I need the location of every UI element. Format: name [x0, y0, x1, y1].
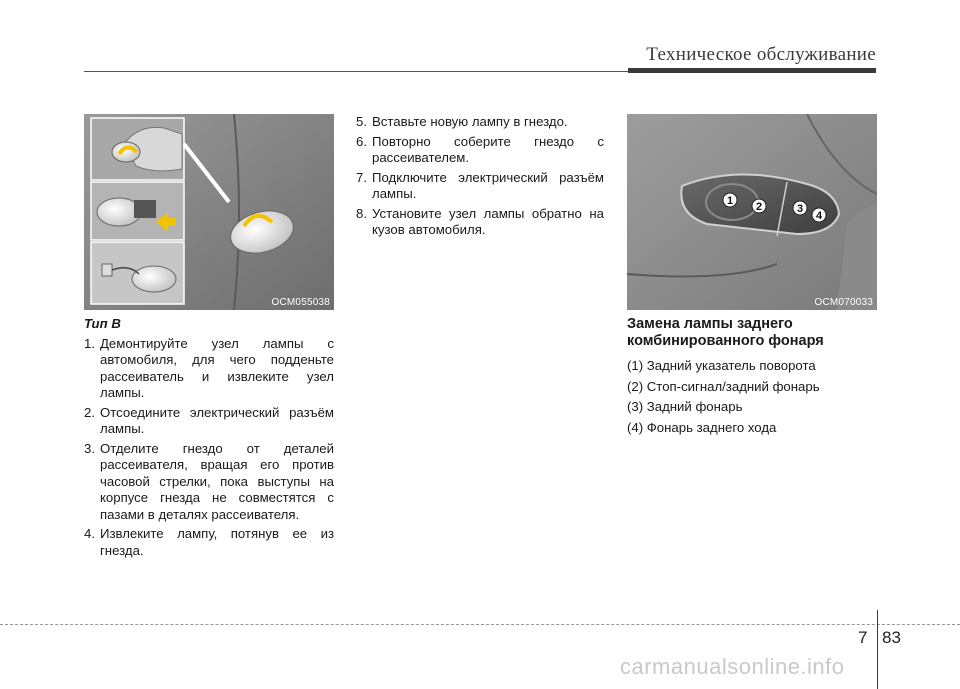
- step-text: Повторно соберите гнездо с рассеивателем.: [372, 133, 604, 165]
- callout-4: 4: [815, 210, 823, 222]
- step-item: [356, 170, 604, 203]
- callout-3: 3: [796, 203, 804, 215]
- step-item: [84, 441, 334, 524]
- step-number: 8.: [356, 205, 367, 221]
- part-item: (3) Задний фонарь: [627, 399, 743, 414]
- step-number: 2.: [84, 404, 95, 420]
- step-text: Извлеките лампу, потянув ее из гнезда.: [100, 526, 334, 558]
- part-item: (1) Задний указатель поворота: [627, 358, 816, 373]
- part-item: (4) Фонарь заднего хода: [627, 419, 777, 435]
- chapter-number: 7: [858, 628, 868, 647]
- page-number: 83: [882, 628, 901, 647]
- type-label: Тип B: [84, 316, 121, 331]
- step-item: [84, 336, 334, 402]
- steps-list: [356, 114, 604, 239]
- footer-page-separator: [877, 610, 878, 689]
- step-number: 6.: [356, 133, 367, 149]
- step-number: 4.: [84, 526, 95, 541]
- step-item: [84, 405, 334, 438]
- left-column: [84, 316, 334, 562]
- step-number: 7.: [356, 169, 367, 185]
- watermark: carmanualsonline.info: [620, 654, 845, 679]
- figure-side-lamp-removal: [84, 114, 334, 310]
- side-lamp-illustration: [84, 114, 334, 310]
- steps-list: [84, 336, 334, 560]
- step-number: 3.: [84, 440, 95, 456]
- figure-code: OCM055038: [271, 297, 330, 308]
- step-text: Отсоедините электрический разъём лампы.: [100, 404, 334, 436]
- right-column: [627, 316, 877, 440]
- callout-1: 1: [726, 195, 734, 207]
- rear-lamp-illustration: [627, 114, 877, 310]
- middle-column: [356, 114, 604, 242]
- step-item: [356, 134, 604, 167]
- step-text: Подключите электрический разъём лампы.: [372, 169, 604, 201]
- step-text: Отделите гнездо от деталей рассеивателя, вращая его против часовой стрелки, пока выступы на корпусе гнезда не совместятся с пазами в деталях рассеивателя.: [100, 440, 334, 522]
- step-item: [356, 206, 604, 239]
- step-number: 1.: [84, 335, 95, 351]
- figure-code: OCM070033: [814, 297, 873, 308]
- step-item: [84, 526, 334, 559]
- step-text: Демонтируйте узел лампы с автомобиля, для чего подденьте рассеиватель и извлеките узел лампы.: [100, 335, 334, 400]
- section-title: Замена лампы заднего комбинированного фонаря: [627, 316, 824, 349]
- step-number: 5.: [356, 114, 367, 129]
- section-header-title: Техническое обслуживание: [646, 44, 876, 65]
- footer-divider: [0, 624, 960, 625]
- figure-rear-combination-lamp: [627, 114, 877, 310]
- parts-list: [627, 358, 877, 436]
- step-item: [356, 114, 604, 131]
- header-rule-accent: [628, 68, 876, 73]
- step-text: Установите узел лампы обратно на кузов автомобиля.: [372, 205, 604, 237]
- part-item: (2) Стоп-сигнал/задний фонарь: [627, 378, 820, 394]
- step-text: Вставьте новую лампу в гнездо.: [372, 114, 568, 129]
- callout-2: 2: [755, 201, 763, 213]
